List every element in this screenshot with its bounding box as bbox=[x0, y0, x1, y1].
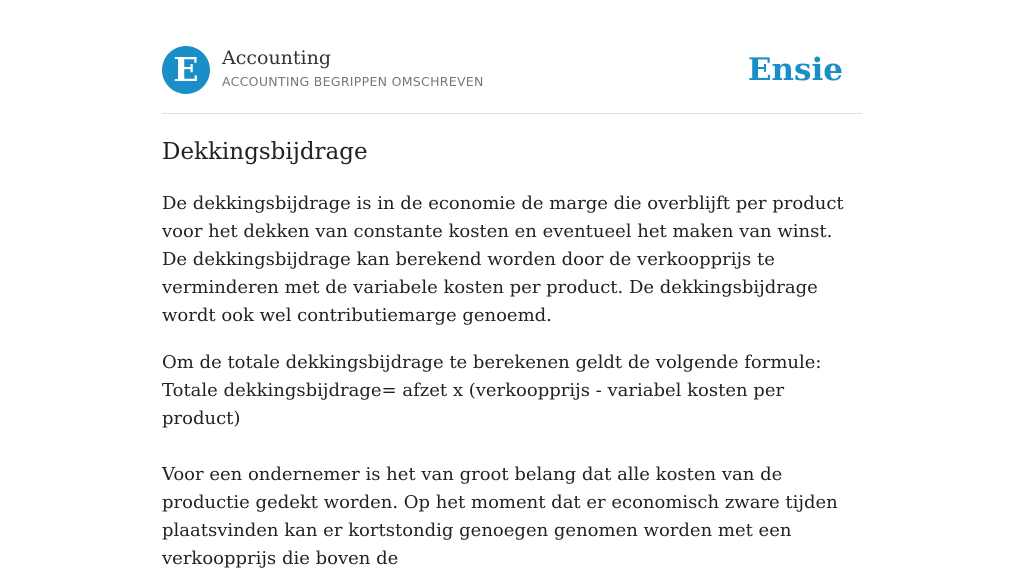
article-paragraph-importance: Voor een ondernemer is het van groot belang dat alle kosten van de productie gedekt worden. Op het moment dat er economisch zware tijden plaatsvinden kan er kortstondig genoegen genomen worden met een verkoopprijs die boven de bbox=[162, 464, 838, 569]
formula: Totale dekkingsbijdrage= afzet x (verkoopprijs - variabel kosten per product) bbox=[162, 380, 785, 429]
article-title: Dekkingsbijdrage bbox=[162, 139, 368, 165]
site-header bbox=[162, 46, 862, 96]
article bbox=[162, 136, 862, 573]
site-subtitle: ACCOUNTING BEGRIPPEN OMSCHREVEN bbox=[222, 74, 484, 89]
formula-intro: Om de totale dekkingsbijdrage te berekenen geldt de volgende formule: bbox=[162, 352, 822, 373]
article-paragraph-formula bbox=[162, 349, 862, 433]
header-divider bbox=[162, 113, 862, 114]
brand-logo[interactable]: Ensie bbox=[747, 52, 843, 88]
article-paragraph-definition: De dekkingsbijdrage is in de economie de marge die overblijft per product voor het dekken van constante kosten en eventueel het maken van winst. De dekkingsbijdrage kan berekend worden door de verkoopprijs te verminderen met de variabele kosten per product. De dekkingsbijdrage wordt ook wel contributiemarge genoemd. bbox=[162, 193, 844, 326]
site-logo-icon[interactable]: E bbox=[162, 46, 210, 94]
site-title[interactable]: Accounting bbox=[222, 47, 332, 69]
